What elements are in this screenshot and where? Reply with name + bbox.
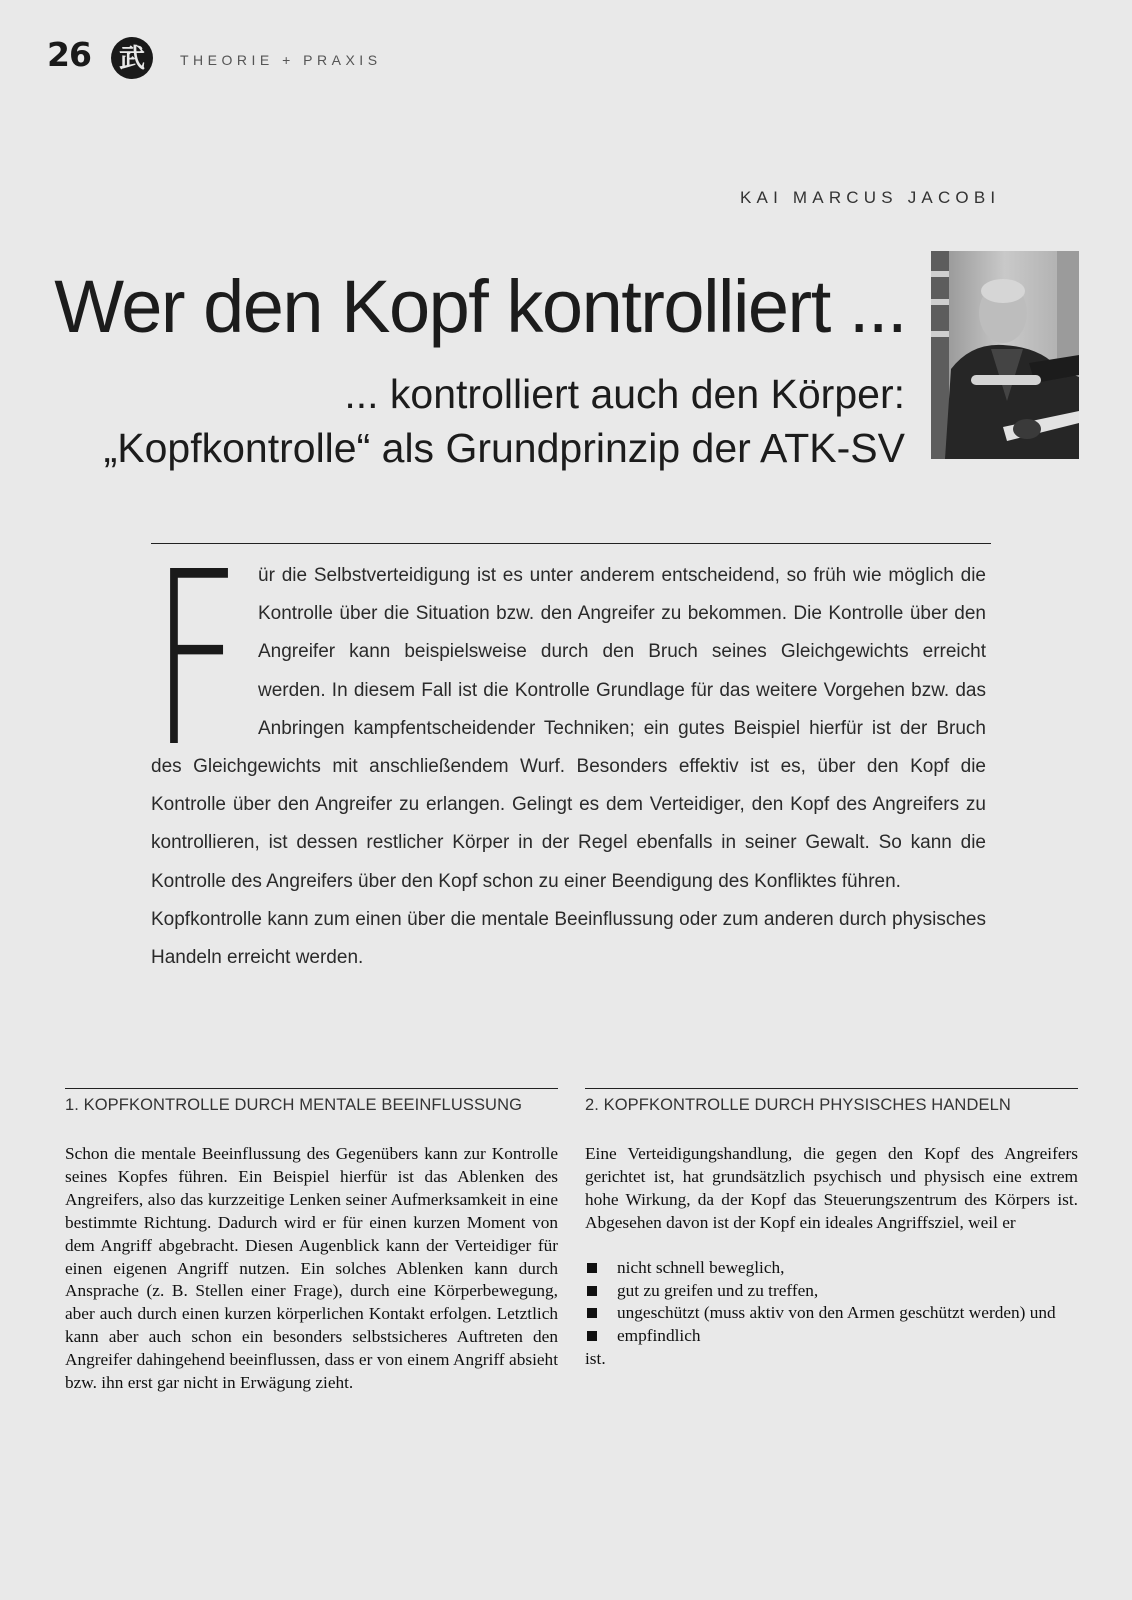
author-photo	[931, 251, 1079, 459]
square-bullet-icon	[587, 1263, 597, 1273]
section-1	[65, 1088, 558, 1395]
dropcap-glyph: F	[151, 520, 241, 800]
section-1-divider	[65, 1088, 558, 1089]
intro-paragraph-1: ür die Selbstverteidigung ist es unter anderem entscheidend, so früh wie möglich die Kontrolle über die Situation bzw. den Angreifer zu bekommen. Die Kontrolle über den Angreifer kann beispielsweise durch den Bruch seines Gleichgewichts erreicht werden. In diesem Fall ist die Kontrolle Grundlage für das weitere Vorgehen bzw. das Anbringen kampfentscheidender Techniken; ein gutes Beispiel hierfür ist der Bruch des Gleichgewichts mit anschließendem Wurf. Besonders effektiv ist es, über den Kopf die Kontrolle über den Angreifer zu erlangen. Gelingt es dem Verteidiger, den Kopf des Angreifers zu kontrollieren, ist dessen restlicher Körper in der Regel ebenfalls in seiner Gewalt. So kann die Kontrolle des Angreifers über den Kopf schon zu einer Beendigung des Konfliktes führen.	[151, 565, 986, 892]
list-item: gut zu greifen und zu treffen,	[585, 1280, 1078, 1303]
page-number: 26	[47, 35, 91, 74]
reason-list	[585, 1257, 1078, 1349]
section-1-heading: 1. KOPFKONTROLLE DURCH MENTALE BEEINFLUSSUNG	[65, 1096, 523, 1114]
section-2-divider	[585, 1088, 1078, 1089]
author-name: KAI MARCUS JACOBI	[740, 188, 1001, 207]
intro-text	[151, 520, 986, 977]
dropcap-letter	[151, 520, 246, 800]
section-2-closing: ist.	[585, 1349, 606, 1369]
article-subtitle	[104, 367, 905, 475]
section-label: THEORIE + PRAXIS	[180, 52, 382, 68]
subtitle-line-1: ... kontrolliert auch den Körper:	[344, 371, 905, 417]
article-title: Wer den Kopf kontrolliert ...	[54, 265, 906, 348]
square-bullet-icon	[587, 1331, 597, 1341]
seal-glyph: 武	[118, 44, 146, 74]
section-1-body: Schon die mentale Beeinflussung des Gegenübers kann zur Kontrolle seines Kopfes führen. Ein Beispiel hierfür ist das Ablenken des Angreifers, also das kurzzeitige Lenken seiner Aufmerksamkeit in eine bestimmte Richtung. Dadurch wird er für einen kurzen Moment von dem Angriff abgebracht. Diesen Augenblick kann der Verteidiger für einen eigenen Angriff nutzen. Ein solches Ablenken kann durch Ansprache (z. B. Stellen einer Frage), durch eine Körperbewegung, aber auch durch einen kurzen körperlichen Kontakt erfolgen. Letztlich kann aber auch schon ein besonders selbstsicheres Auftreten den Angreifer dahingehend beeinflussen, dass er von einem Angriff absieht bzw. ihn erst gar nicht in Erwägung zieht.	[65, 1144, 558, 1393]
square-bullet-icon	[587, 1286, 597, 1296]
square-bullet-icon	[587, 1308, 597, 1318]
section-2	[585, 1088, 1078, 1371]
section-2-body: Eine Verteidigungshandlung, die gegen den Kopf des Angreifers gerichtet ist, hat grundsätzlich psychisch und physisch eine extrem hohe Wirkung, da der Kopf das Steuerungszentrum des Körpers ist. Abgesehen davon ist der Kopf ein ideales Angriffsziel, weil er	[585, 1144, 1078, 1232]
list-item: nicht schnell beweglich,	[585, 1257, 1078, 1280]
subtitle-line-2: „Kopfkontrolle“ als Grundprinzip der ATK-SV	[103, 425, 905, 471]
list-item: ungeschützt (muss aktiv von den Armen geschützt werden) und	[585, 1302, 1078, 1325]
intro-paragraph-2: Kopfkontrolle kann zum einen über die mentale Beeinflussung oder zum anderen durch physisches Handeln erreicht werden.	[151, 908, 986, 969]
intro-divider	[151, 543, 991, 544]
section-2-heading: 2. KOPFKONTROLLE DURCH PHYSISCHES HANDELN	[585, 1096, 1011, 1114]
bu-seal-icon	[110, 36, 154, 80]
list-item: empfindlich	[585, 1325, 1078, 1348]
